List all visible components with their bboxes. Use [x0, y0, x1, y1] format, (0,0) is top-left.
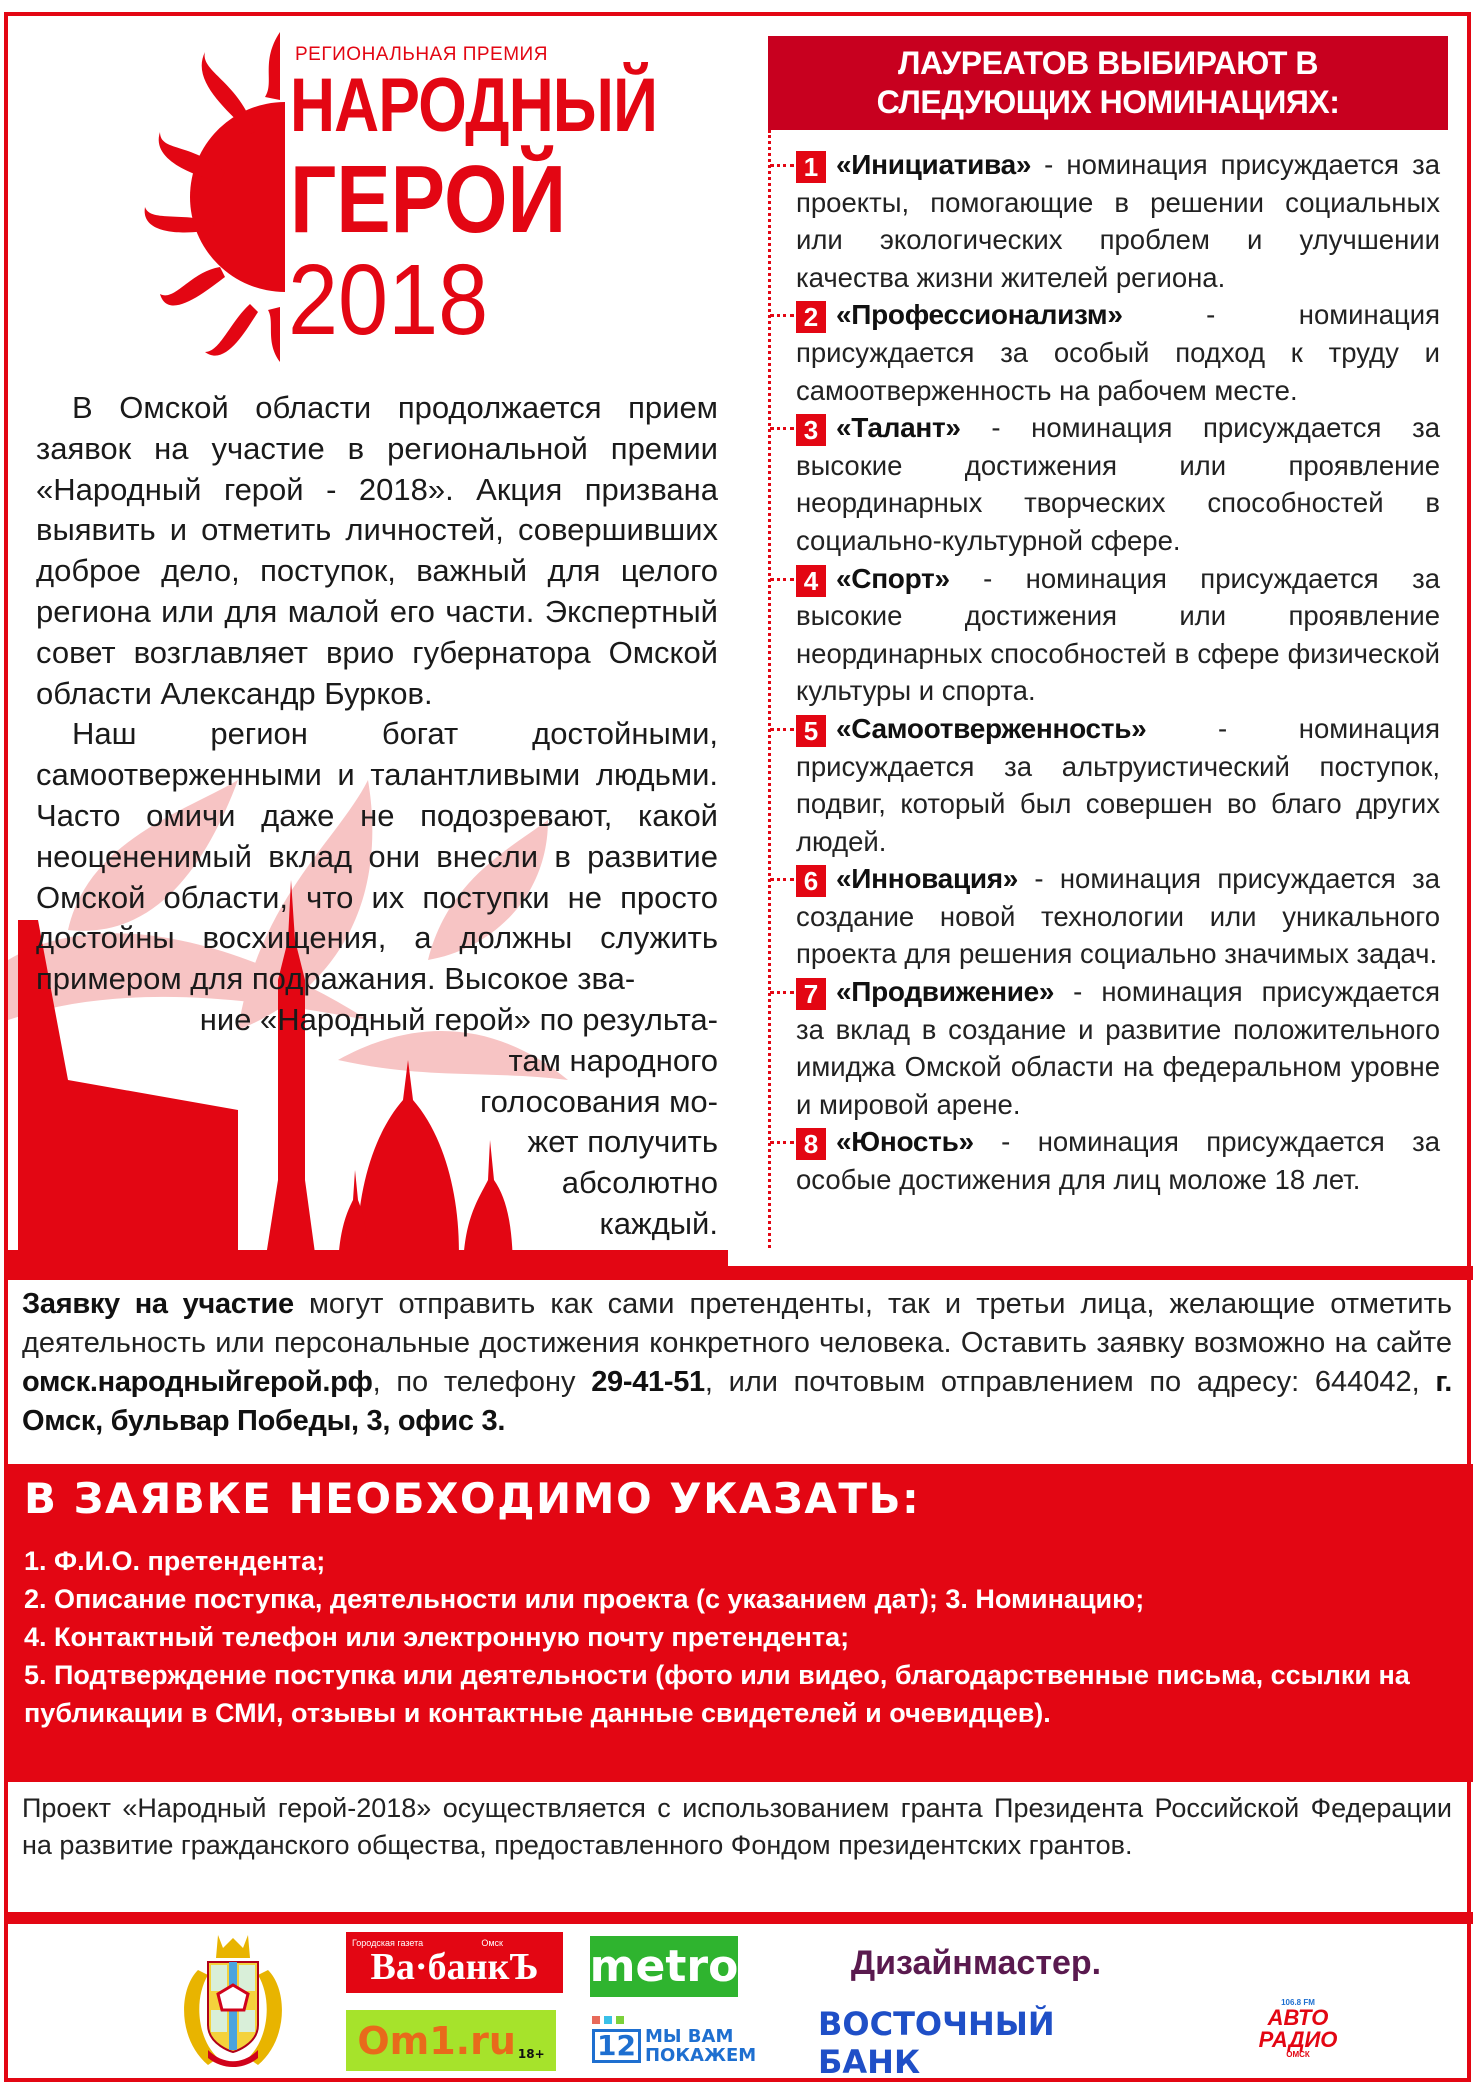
designmaster-name: Дизайнмастер. [850, 1943, 1102, 1982]
vabank-logo [346, 1932, 563, 1993]
vabank-tagline: Городская газета [352, 1938, 424, 1948]
nomination-description: - номинация присуждается за высокие достижения или проявление неординарных способностей в сфере физической культуры и спорта. [796, 562, 1440, 707]
nomination-item [796, 860, 1440, 973]
channel12-slogan-line2: ПОКАЖЕМ [644, 2044, 757, 2066]
nomination-item [796, 296, 1440, 409]
omsk-coat-of-arms-icon [178, 1930, 288, 2074]
channel12-number: 12 [592, 2029, 641, 2063]
nomination-description: - номинация присуждается за проекты, помогающие в решении социальных или экологических проблем и улучшении качества жизни жителей региона. [796, 149, 1440, 293]
nomination-item [796, 146, 1440, 296]
nomination-title: «Юность» [836, 1126, 974, 1158]
requirements-list [24, 1542, 1464, 1732]
sun-icon [90, 22, 290, 372]
vostochny-bank-name: ВОСТОЧНЫЙ БАНК [818, 2005, 1055, 2081]
requirements-panel [4, 1464, 1473, 1782]
channel12-slogan-line1: МЫ ВАМ [644, 2025, 734, 2047]
nomination-description: - номинация присуждается за альтруистический поступок, подвиг, который был совершен во благо других людей. [796, 712, 1440, 857]
requirement-item: 1. Ф.И.О. претендента; [24, 1546, 326, 1576]
requirement-item: 4. Контактный телефон или электронную почту претендента; [24, 1622, 850, 1652]
nomination-item [796, 560, 1440, 710]
nomination-number-badge: 8 [796, 1128, 826, 1160]
logo-title-line1: НАРОДНЫЙ [290, 63, 658, 148]
nomination-title: «Спорт» [836, 562, 950, 594]
vabank-city: Омск [481, 1938, 503, 1948]
autoradio-city: ОМСК [1286, 2050, 1310, 2059]
om1-name: Om1.ru [357, 2018, 516, 2063]
logo-subtitle: РЕГИОНАЛЬНАЯ ПРЕМИЯ [295, 44, 548, 65]
metro-name: metro [589, 1941, 739, 1992]
nomination-description: - номинация присуждается за создание новой технологии или уникального проекта для решения социально значимых задач. [796, 863, 1440, 970]
section-divider [4, 1912, 1473, 1924]
intro-paragraph-1: В Омской области продолжается прием заявок на участие в региональной премии «Народный герой - 2018». Акция призвана выявить и отметить личностей, совершивших доброе дело, поступок, важный для целого региона или для малой его части. Экспертный совет возглавляет врио губернатора Омской области Александр Бурков. [36, 390, 718, 711]
nomination-item [796, 710, 1440, 860]
nomination-title: «Инновация» [836, 863, 1019, 895]
nomination-description: - номинация присуждается за высокие достижения или проявление неординарных творческих способностей в социально-культурной сфере. [796, 412, 1440, 556]
nomination-description: - номинация присуждается за особые достижения для лиц моложе 18 лет. [796, 1126, 1440, 1196]
nomination-item [796, 973, 1440, 1123]
color-square-icon [604, 2016, 612, 2024]
logo-year: 2018 [288, 244, 489, 356]
logo-title-line2: ГЕРОЙ [290, 146, 567, 253]
grant-notice: Проект «Народный герой-2018» осуществляется с использованием гранта Президента Российской Федерации на развитие гражданского общества, предоставленного Фондом президентских грантов. [22, 1793, 1452, 1860]
autoradio-name-line2: РАДИО [1258, 2027, 1338, 2052]
nomination-description: - номинация присуждается за вклад в создание и развитие положительного имиджа Омской области на федеральном уровне и мировой арене. [796, 976, 1440, 1120]
nomination-title: «Инициатива» [836, 149, 1032, 180]
nomination-title: «Самоотверженность» [836, 712, 1147, 744]
nominations-list [796, 146, 1440, 1199]
color-square-icon [592, 2016, 600, 2024]
nomination-description: - номинация присуждается за особый подход к труду и самоотверженность на рабочем месте. [796, 299, 1440, 406]
intro-tail-line: абсолютно [561, 1165, 718, 1201]
section-divider [4, 1266, 1473, 1280]
application-info [22, 1285, 1452, 1441]
application-text: могут отправить как сами претенденты, так и третьи лица, желающие отметить деятельность или персональные достижения конкретного человека. Оставить заявку возможно на сайте [22, 1288, 1452, 1359]
nomination-number-badge: 2 [796, 301, 826, 333]
autoradio-name-line1: АВТО [1267, 2005, 1329, 2030]
intro-tail-line: каждый. [599, 1205, 718, 1241]
autoradio-frequency: 106.8 FM [1281, 1998, 1315, 2007]
nomination-number-badge: 6 [796, 865, 826, 897]
nomination-number-badge: 3 [796, 414, 826, 446]
nomination-number-badge: 7 [796, 978, 826, 1010]
nomination-number-badge: 5 [796, 715, 826, 747]
nomination-title: «Профессионализм» [836, 299, 1123, 331]
website-link[interactable]: омск.народныйгерой.рф [22, 1366, 373, 1398]
postal-address: г. Омск, бульвар Победы, 3, офис 3. [22, 1366, 1452, 1437]
nomination-title: «Продвижение» [836, 976, 1055, 1008]
award-logo [90, 22, 690, 372]
intro-text [36, 388, 718, 1245]
nominations-heading-line1: ЛАУРЕАТОВ ВЫБИРАЮТ В [898, 45, 1318, 81]
requirements-title: В ЗАЯВКЕ НЕОБХОДИМО УКАЗАТЬ: [24, 1474, 921, 1523]
color-square-icon [616, 2016, 624, 2024]
age-rating: 18+ [517, 2047, 545, 2061]
dotted-connector [768, 130, 771, 1248]
nominations-heading-line2: СЛЕДУЮЩИХ НОМИНАЦИЯХ: [876, 84, 1340, 120]
application-text: , или почтовым отправлением по адресу: 644042, [704, 1366, 1436, 1398]
channel12-logo [590, 2006, 757, 2074]
metro-logo [590, 1936, 738, 1997]
nomination-number-badge: 4 [796, 565, 826, 597]
sponsors-bar [8, 1926, 1468, 2081]
nomination-item [796, 409, 1440, 559]
intro-paragraph-2: Наш регион богат достойными, самоотверженными и талантливыми людьми. Часто омичи даже не подозревают, какой неоцененимый вклад они внесли в развитие Омской области, что их поступки не просто достойны восхищения, а должны служить примером для подражания. Высокое зва- [36, 716, 718, 997]
nomination-number-badge: 1 [796, 151, 826, 183]
nomination-title: «Талант» [836, 412, 961, 444]
nomination-item [796, 1123, 1440, 1198]
designmaster-logo [816, 1938, 1136, 1988]
autoradio-logo [1243, 1984, 1353, 2074]
application-text: , по телефону [372, 1366, 592, 1398]
requirement-item: 5. Подтверждение поступка или деятельности (фото или видео, благодарственные письма, ссылки на публикации в СМИ, отзывы и контактные данные свидетелей и очевидцев). [24, 1660, 1410, 1728]
intro-tail-line: жет получить [527, 1124, 718, 1160]
intro-tail-line: голосования мо- [479, 1083, 718, 1119]
nominations-heading [768, 36, 1448, 130]
vabank-name: Ва·банкЪ [370, 1946, 539, 1988]
om1-logo [346, 2010, 556, 2071]
application-lead: Заявку на участие [22, 1288, 294, 1320]
intro-tail-line: ние «Народный герой» по результа- [199, 1001, 718, 1037]
intro-tail-line: там народного [508, 1042, 718, 1078]
vostochny-bank-logo [818, 2005, 1138, 2081]
requirement-item: 2. Описание поступка, деятельности или проекта (с указанием дат); 3. Номинацию; [24, 1584, 1145, 1614]
phone-number: 29-41-51 [591, 1366, 705, 1398]
